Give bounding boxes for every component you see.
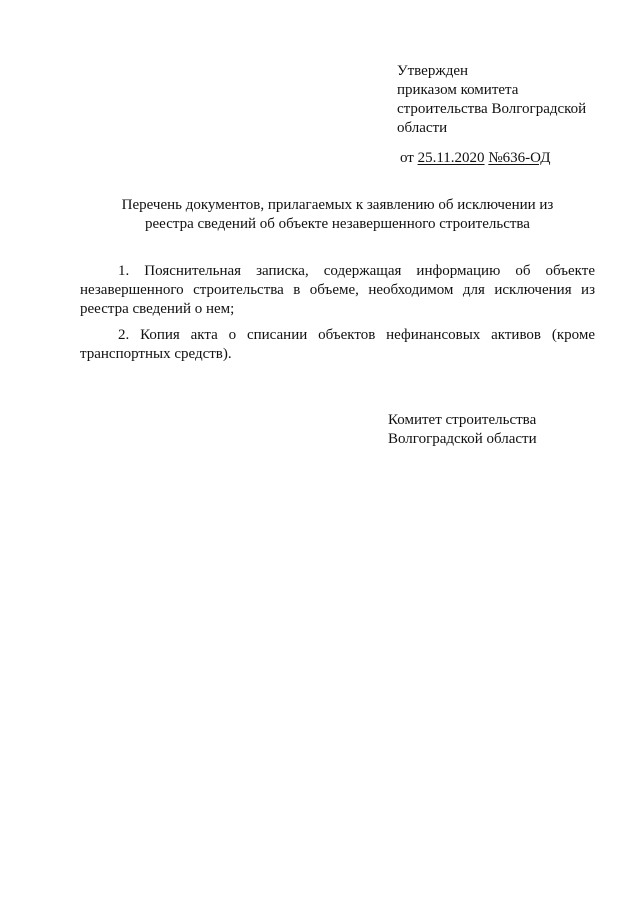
document-title-line-1: Перечень документов, прилагаемых к заявлению об исключении из	[121, 197, 554, 213]
approval-line-1: Утвержден	[397, 63, 469, 79]
signature-line-2: Волгоградской области	[388, 431, 537, 447]
list-item-text: Копия акта о списании объектов нефинансовых активов (кроме транспортных средств).	[80, 327, 595, 362]
document-title	[80, 196, 595, 234]
list-item	[80, 262, 595, 319]
list-item-text: Пояснительная записка, содержащая информацию об объекте незавершенного строительства в объеме, необходимом для исключения из реестра сведений о нем;	[80, 263, 595, 317]
list-item-number: 1.	[118, 263, 130, 279]
document-title-line-2: реестра сведений об объекте незавершенного строительства	[145, 216, 530, 232]
document-list	[80, 262, 595, 371]
order-number: №636-ОД	[488, 150, 551, 166]
order-reference	[400, 149, 550, 168]
order-date: 25.11.2020	[417, 150, 485, 166]
signature-block	[388, 411, 608, 449]
approval-line-3: строительства Волгоградской	[397, 101, 587, 117]
list-item-number: 2.	[118, 327, 130, 343]
order-prefix: от	[400, 150, 414, 166]
list-item	[80, 326, 595, 364]
signature-line-1: Комитет строительства	[388, 412, 537, 428]
approval-line-2: приказом комитета	[397, 82, 519, 98]
approval-line-4: области	[397, 120, 448, 136]
approval-stamp-block	[397, 62, 627, 138]
